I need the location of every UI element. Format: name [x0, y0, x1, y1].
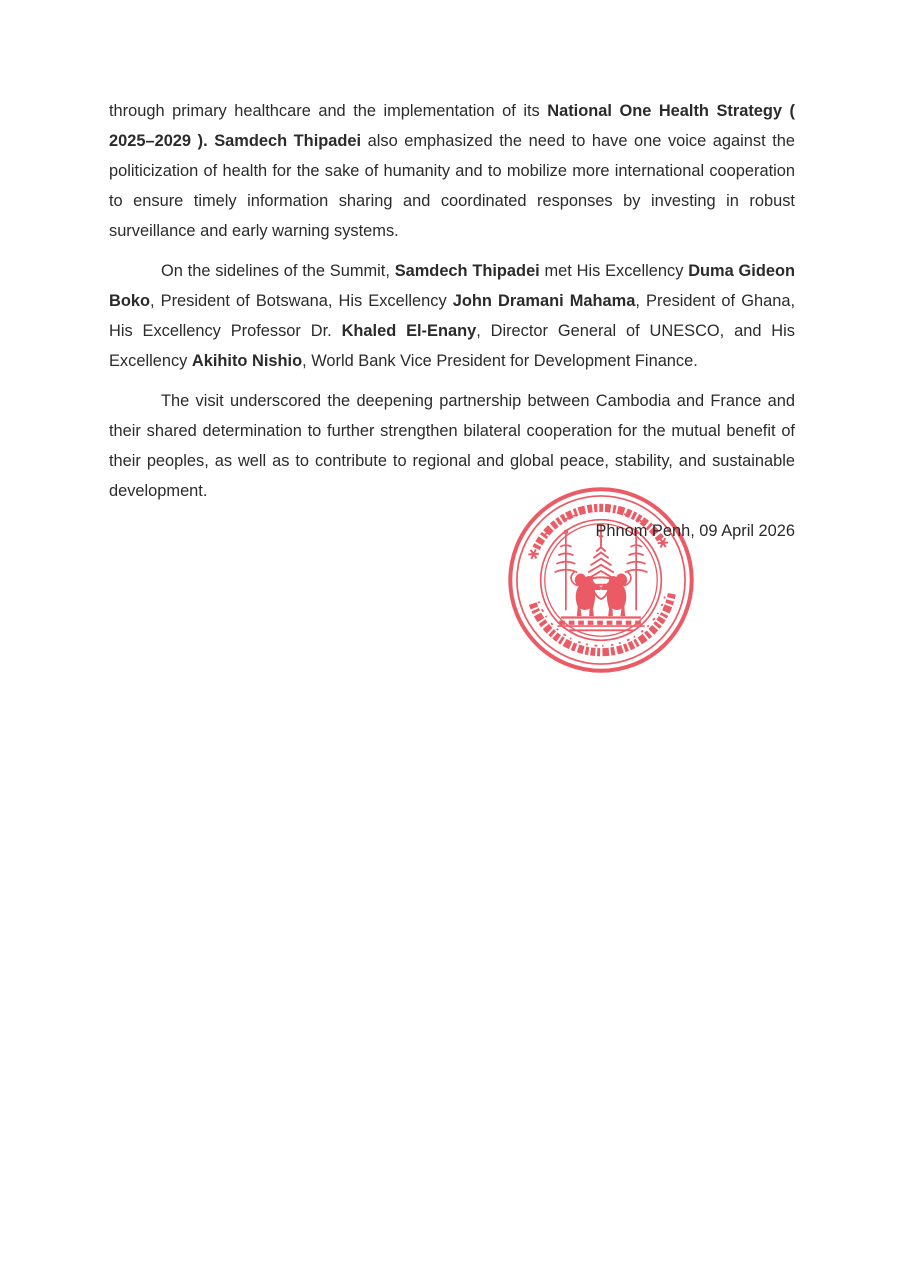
dateline-row — [109, 516, 795, 547]
pedestal-base — [557, 618, 644, 631]
text-run: through primary healthcare and the implementation of its — [109, 102, 548, 120]
bold-text-run: John Dramani Mahama — [452, 292, 636, 310]
bold-text-run: Khaled El-Enany — [341, 322, 477, 340]
text-run: , Director General of UNESCO, and His Excellency — [109, 322, 795, 370]
text-run: , World Bank Vice President for Development Finance. — [302, 352, 698, 370]
paragraph — [109, 386, 795, 506]
bold-text-run: Duma Gideon Boko — [109, 262, 795, 310]
bold-text-run: Akihito Nishio — [191, 352, 303, 370]
paragraph — [109, 256, 795, 376]
bold-text-run: Samdech Thipadei — [394, 262, 540, 280]
dateline: Phnom Penh, 09 April 2026 — [595, 522, 795, 540]
text-run: met His Excellency — [539, 262, 689, 280]
text-run: The visit underscored the deepening partnership between Cambodia and France and their shared determination to further strengthen bilateral cooperation for the mutual benefit of their peoples, as well as to contribute to regional and global peace, stability, and sustainable development. — [109, 392, 795, 500]
document-body — [109, 96, 795, 547]
text-run: , President of Botswana, His Excellency — [149, 292, 453, 310]
text-run: On the sidelines of the Summit, — [161, 262, 395, 280]
paragraphs — [109, 96, 795, 506]
paragraph — [109, 96, 795, 246]
text-run: , President of Ghana, His Excellency Professor Dr. — [109, 292, 795, 340]
seal-left-asterisk-icon — [528, 549, 539, 559]
text-run: also emphasized the need to have one voice against the politicization of health for the sake of humanity and to mobilize more international cooperation to ensure timely information sharing and coordinated responses by investing in robust surveillance and early warning systems. — [109, 132, 795, 240]
bold-text-run: National One Health Strategy ( 2025–2029 ). Samdech Thipadei — [109, 102, 796, 150]
